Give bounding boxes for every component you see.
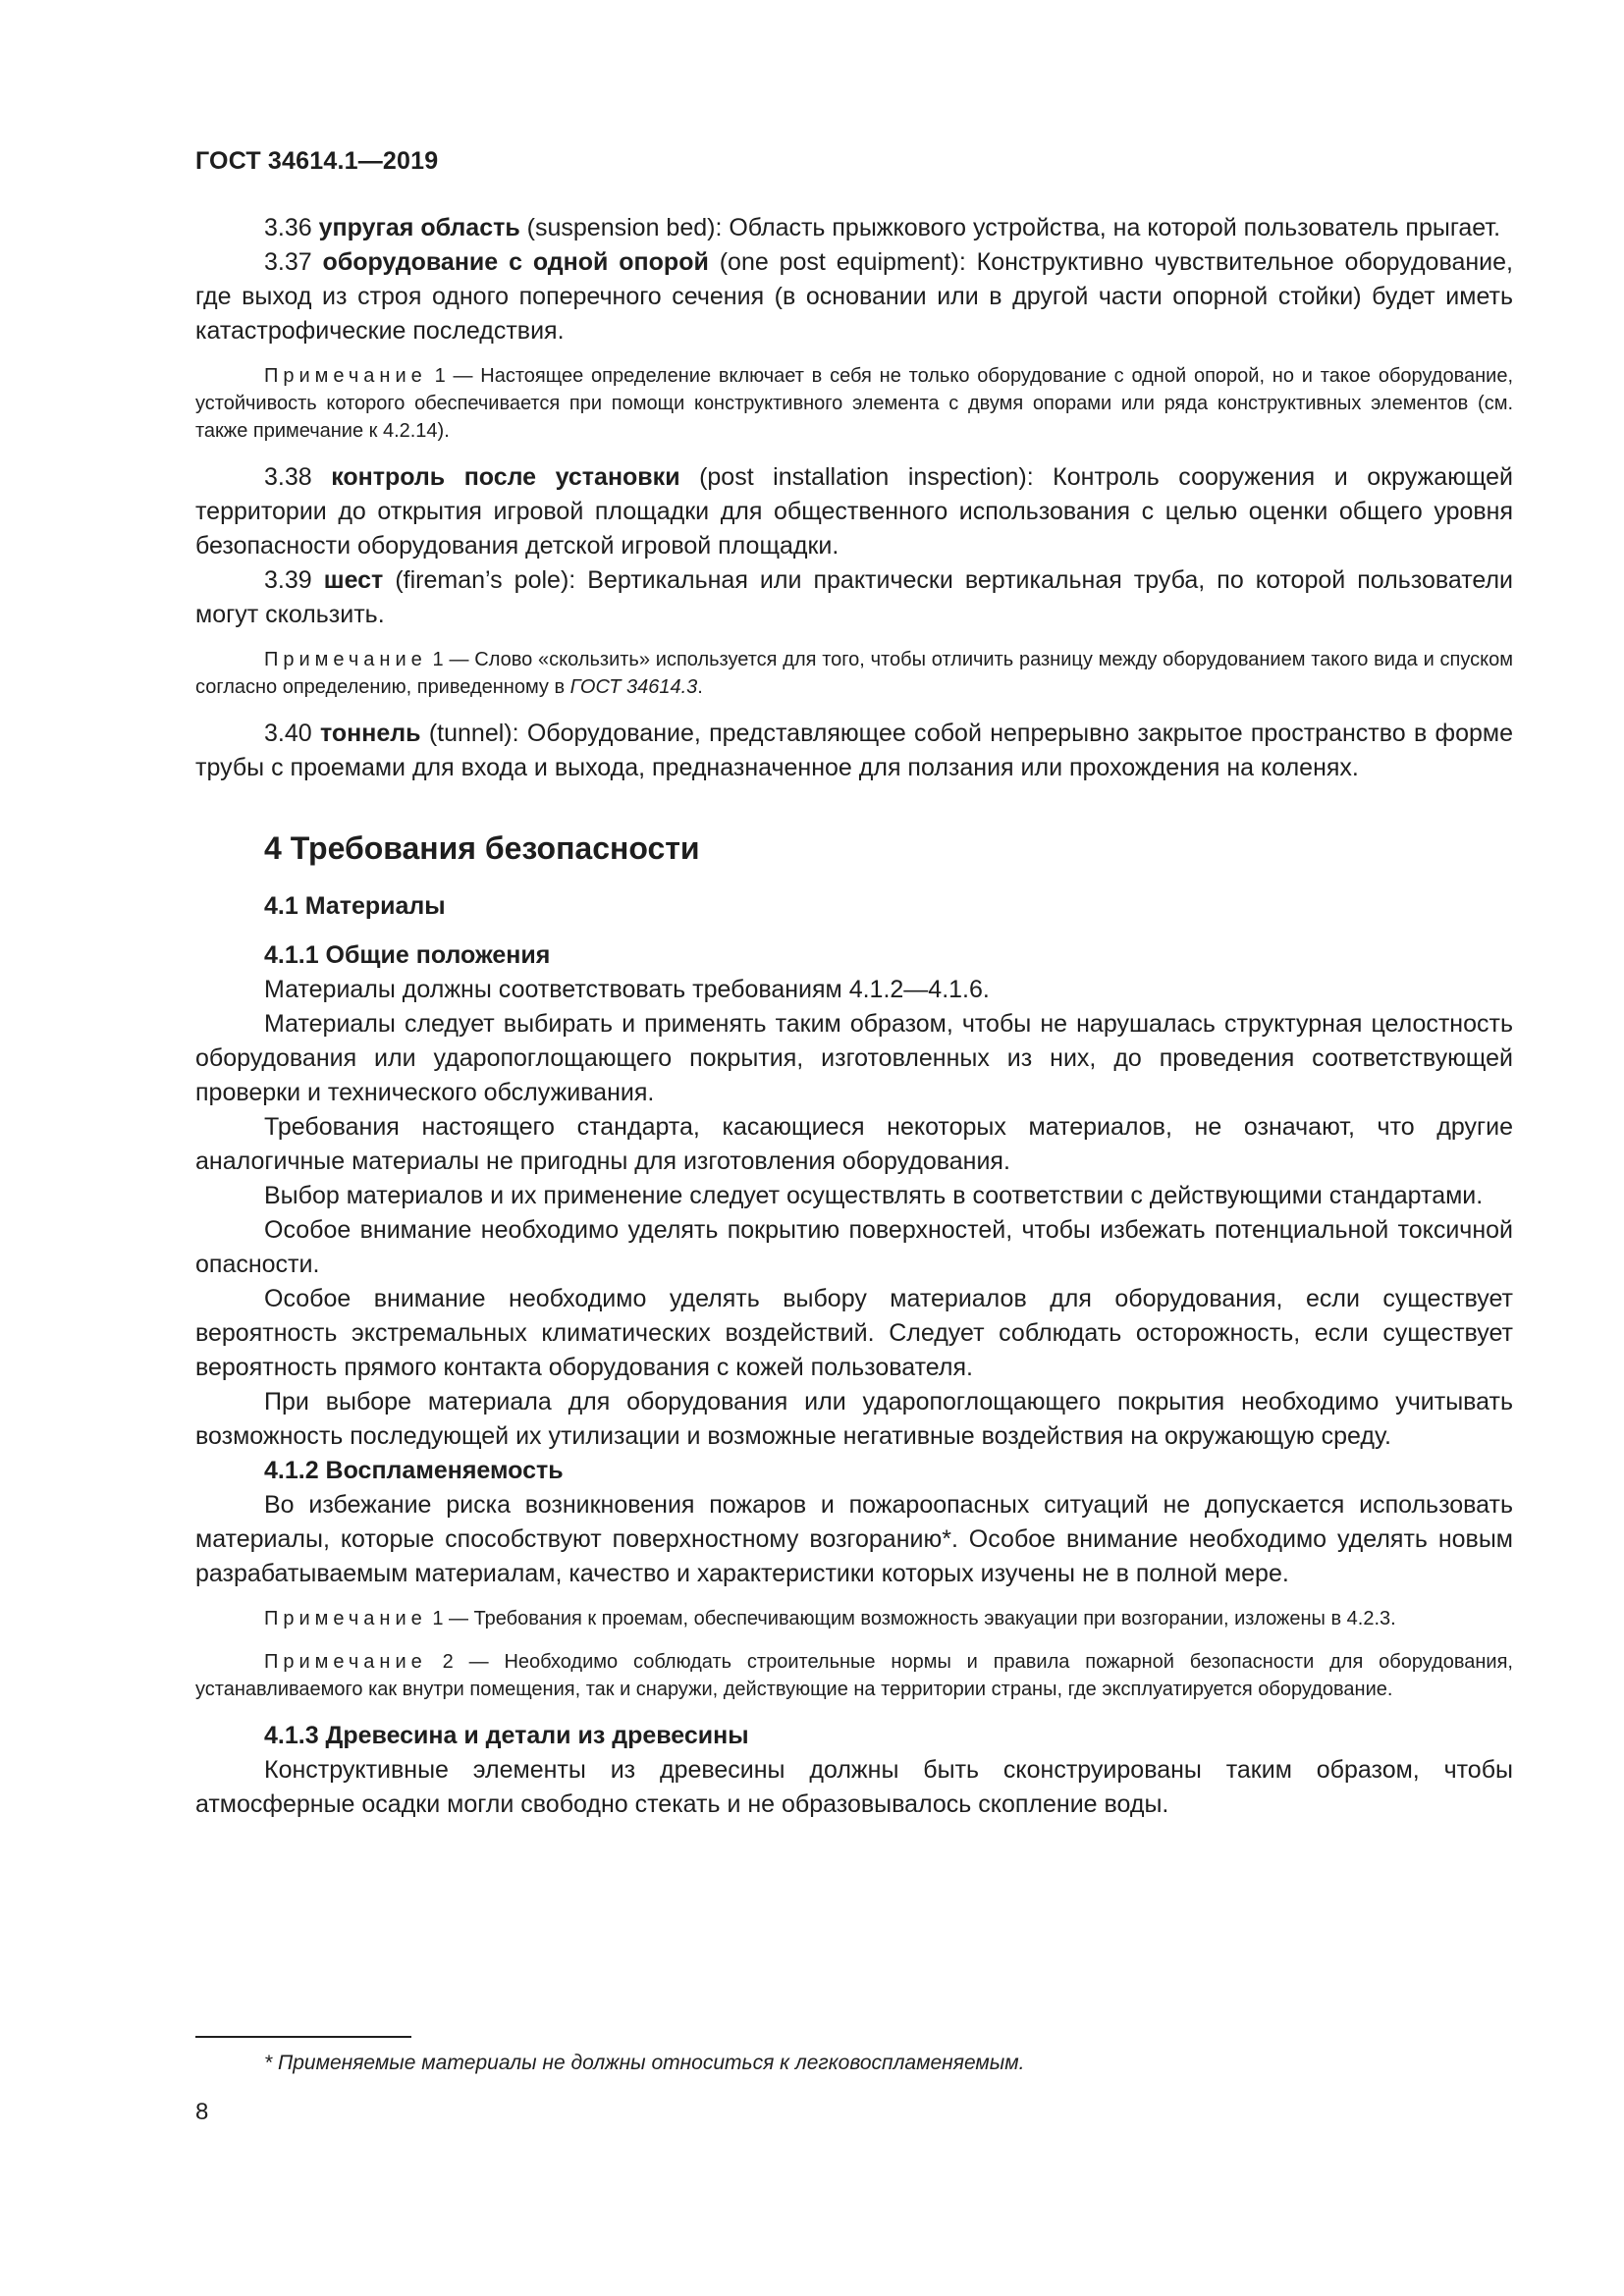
paragraph: Материалы должны соответствовать требованиям 4.1.2—4.1.6.: [264, 976, 990, 1003]
paragraph: При выборе материала для оборудования или ударопоглощающего покрытия необходимо учитывать возможность последующей их утилизации и возможные негативные воздействия на окружающую среду.: [195, 1388, 1513, 1450]
paragraph: Конструктивные элементы из древесины должны быть сконструированы таким образом, чтобы атмосферные осадки могли свободно стекать и не образовывалось скопление воды.: [195, 1756, 1513, 1818]
definition-number: 3.39: [264, 566, 312, 594]
definition-3-36: [195, 211, 1513, 245]
note-label: Примечание: [264, 1608, 427, 1629]
note-text: 1 — Слово «скользить» используется для того, чтобы отличить разницу между оборудованием такого вида и спуском согласно определению, приведенному в: [195, 649, 1513, 698]
footnote-separator: [195, 2036, 411, 2038]
note-3-37: [195, 362, 1513, 445]
section-4-1-heading: 4.1 Материалы: [264, 892, 446, 920]
definition-term: оборудование с одной опорой: [322, 248, 709, 276]
section-4-heading: 4 Требования безопасности: [264, 830, 700, 866]
definition-number: 3.37: [264, 248, 312, 276]
note-4-1-2-1: [195, 1605, 1513, 1632]
definition-number: 3.36: [264, 214, 312, 241]
note-end: .: [697, 676, 703, 698]
note-text: 1 — Настоящее определение включает в себя не только оборудование с одной опорой, но и такое оборудование, устойчивость которого обеспечивается при помощи конструктивного элемента с двумя опорами или ряда конструктивных элементов (см. также примечание к 4.2.14).: [195, 365, 1513, 442]
definition-term: тоннель: [319, 720, 421, 747]
note-text: 2 — Необходимо соблюдать строительные нормы и правила пожарной безопасности для оборудования, устанавливаемого как внутри помещения, так и снаружи, действующие на территории страны, где эксплуатируется оборудование.: [195, 1651, 1513, 1700]
section-4-1-2-heading: 4.1.2 Воспламеняемость: [264, 1457, 564, 1484]
note-label: Примечание: [264, 365, 427, 387]
note-label: Примечание: [264, 649, 427, 670]
definition-number: 3.40: [264, 720, 312, 747]
note-reference: ГОСТ 34614.3: [569, 676, 698, 698]
definition-3-40: [195, 717, 1513, 785]
paragraph: Требования настоящего стандарта, касающиеся некоторых материалов, не означают, что другие аналогичные материалы не пригодны для изготовления оборудования.: [195, 1113, 1513, 1175]
definition-text: (tunnel): Оборудование, представляющее собой непрерывно закрытое пространство в форме трубы с проемами для входа и выхода, предназначенное для ползания или прохождения на коленях.: [195, 720, 1514, 781]
note-4-1-2-2: [195, 1648, 1513, 1703]
definition-term: шест: [323, 566, 384, 594]
definition-3-39: [195, 563, 1513, 632]
definition-text: (one post equipment): Конструктивно чувствительное оборудование, где выход из строя одного поперечного сечения (в основании или в другой части опорной стойки) будет иметь катастрофические последствия.: [195, 248, 1513, 345]
footnote: * Применяемые материалы не должны относиться к легковоспламеняемым.: [264, 2052, 1025, 2074]
paragraph: Материалы следует выбирать и применять таким образом, чтобы не нарушалась структурная целостность оборудования или ударопоглощающего покрытия, изготовленных из них, до проведения соответствующей проверки и технического обслуживания.: [195, 1010, 1513, 1106]
definition-text: (suspension bed): Область прыжкового устройства, на которой пользователь прыгает.: [519, 214, 1501, 241]
paragraph: Во избежание риска возникновения пожаров и пожароопасных ситуаций не допускается использовать материалы, которые способствуют поверхностному возгоранию*. Особое внимание необходимо уделять новым разрабатываемым материалам, качество и характеристики которых изучены не в полной мере.: [195, 1491, 1513, 1587]
paragraph: Выбор материалов и их применение следует осуществлять в соответствии с действующими стандартами.: [264, 1182, 1484, 1209]
definition-3-38: [195, 460, 1513, 563]
definition-text: (post installation inspection): Контроль сооружения и окружающей территории до открытия игровой площадки для общественного использования с целью оценки общего уровня безопасности оборудования детской игровой площадки.: [195, 463, 1514, 560]
section-4-1-3-heading: 4.1.3 Древесина и детали из древесины: [264, 1722, 749, 1749]
definition-term: упругая область: [318, 214, 520, 241]
definition-3-37: [195, 245, 1513, 348]
document-page: [195, 147, 1513, 1822]
note-label: Примечание: [264, 1651, 427, 1673]
note-3-39: [195, 646, 1513, 701]
definition-text: (fireman’s pole): Вертикальная или практически вертикальная труба, по которой пользователи могут скользить.: [195, 566, 1514, 628]
section-4-1-1-heading: 4.1.1 Общие положения: [264, 941, 551, 969]
note-text: 1 — Требования к проемам, обеспечивающим возможность эвакуации при возгорании, изложены в 4.2.3.: [426, 1608, 1396, 1629]
definition-term: контроль после установки: [331, 463, 680, 491]
definition-number: 3.38: [264, 463, 312, 491]
paragraph: Особое внимание необходимо уделять выбору материалов для оборудования, если существует вероятность экстремальных климатических воздействий. Следует соблюдать осторожность, если существует вероятность прямого контакта оборудования с кожей пользователя.: [195, 1285, 1513, 1381]
document-header: ГОСТ 34614.1—2019: [195, 147, 439, 175]
paragraph: Особое внимание необходимо уделять покрытию поверхностей, чтобы избежать потенциальной токсичной опасности.: [195, 1216, 1513, 1278]
page-number: 8: [195, 2099, 209, 2125]
